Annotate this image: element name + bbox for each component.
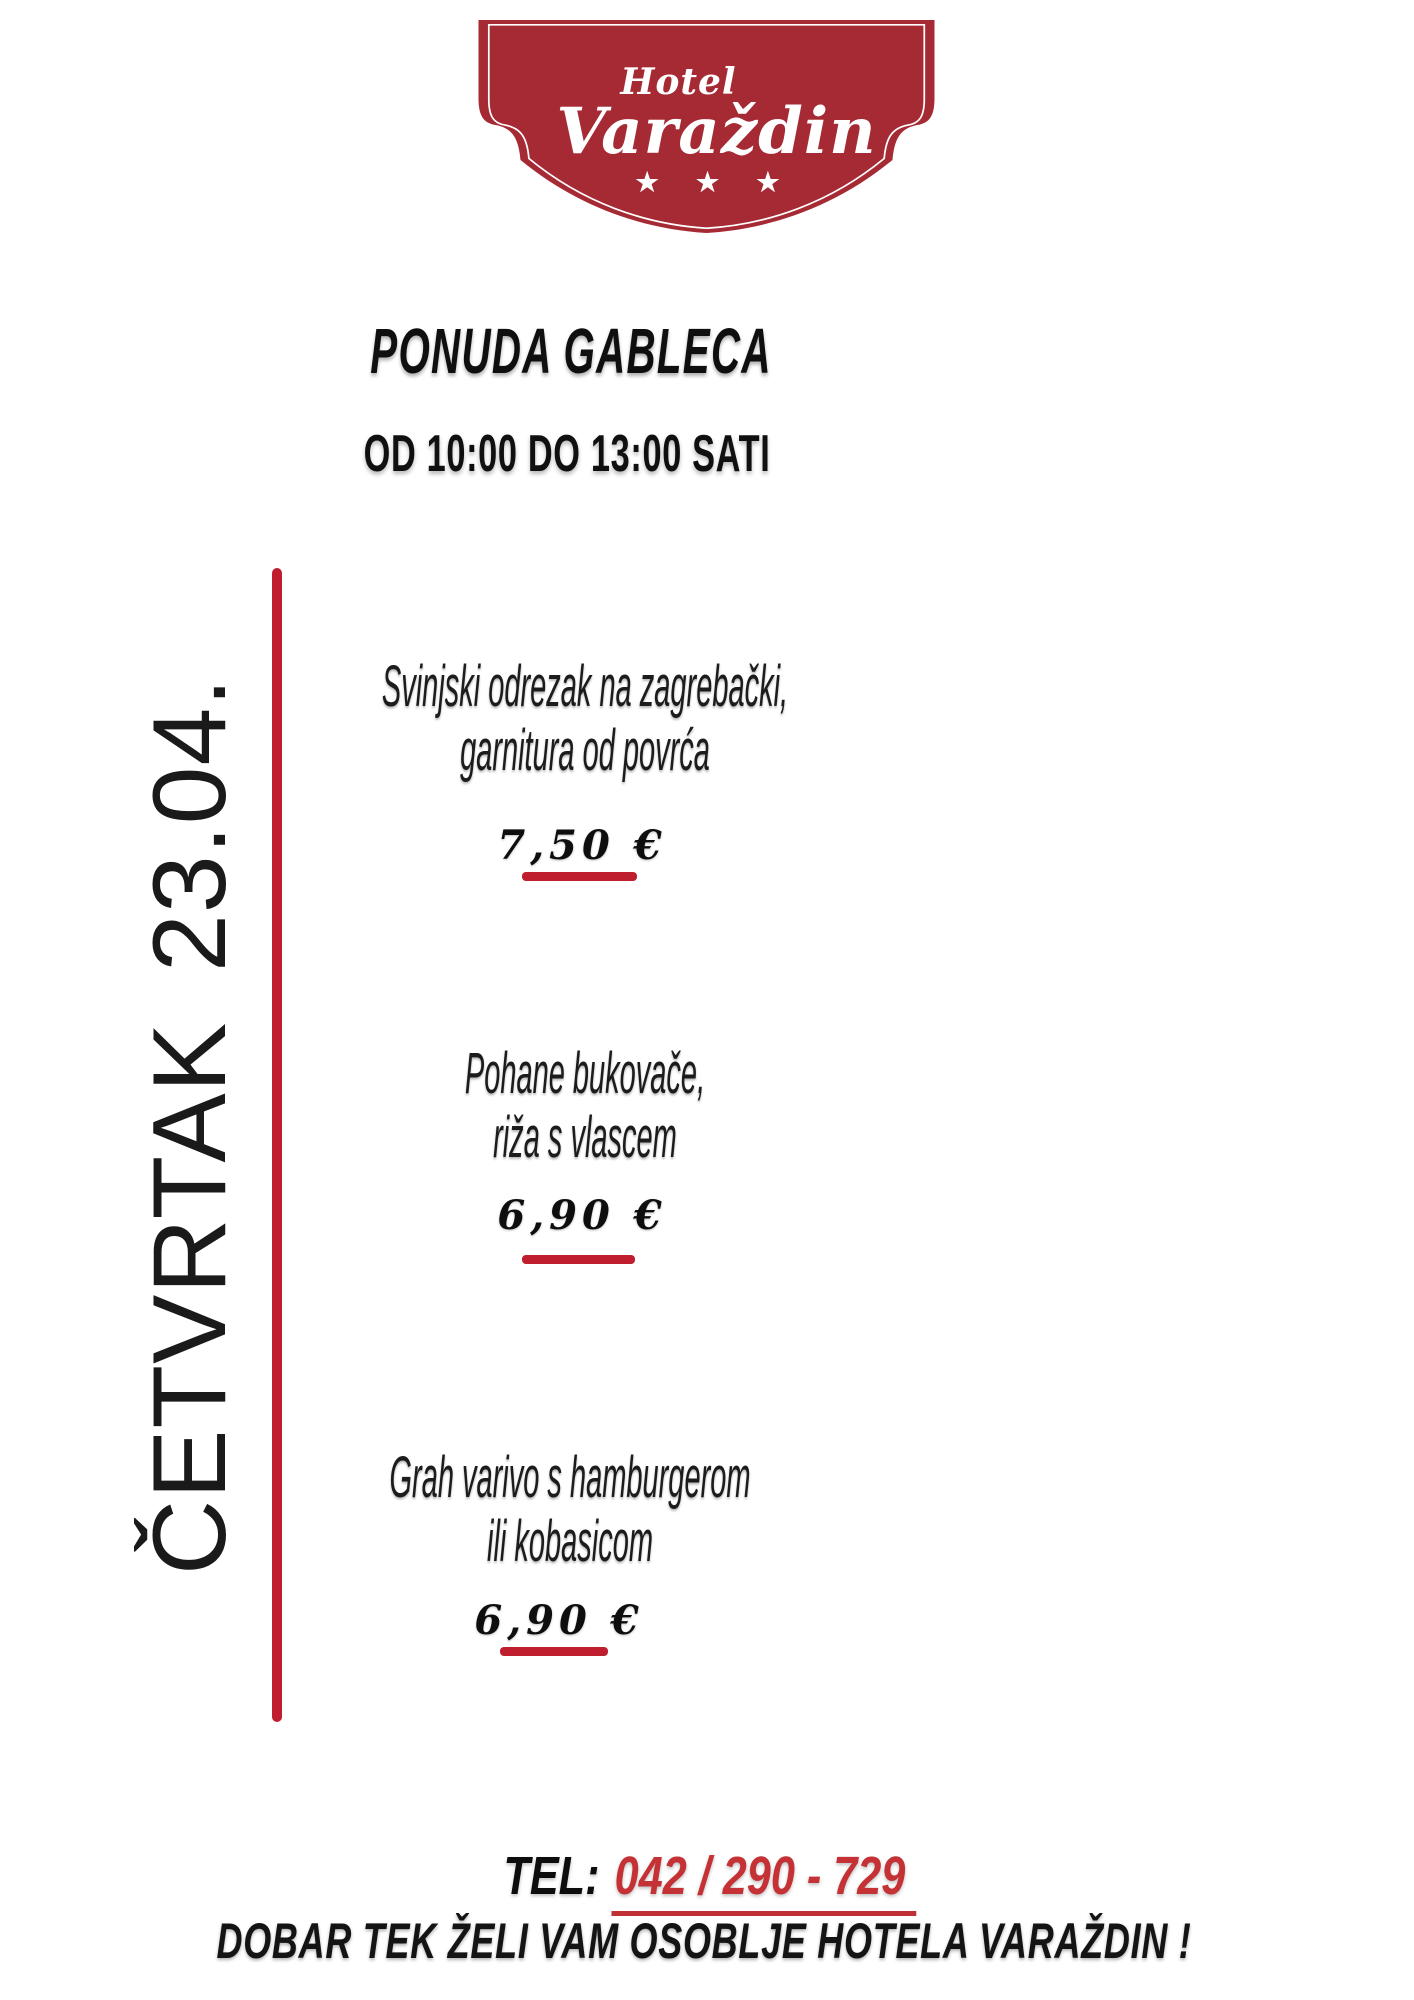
menu-item-2-line1: Pohane bukovače, bbox=[464, 1041, 706, 1106]
price-underline-3 bbox=[500, 1647, 608, 1656]
menu-item-2-line2: riža s vlascem bbox=[493, 1105, 677, 1170]
menu-item-1 bbox=[382, 655, 788, 783]
price-underline-1 bbox=[522, 872, 637, 881]
menu-item-3-line1: Grah varivo s hamburgerom bbox=[389, 1445, 751, 1510]
tel-label: TEL: bbox=[503, 1846, 600, 1906]
menu-item-3-price: 6,90 € bbox=[474, 1597, 644, 1644]
menu-item-3-line2: ili kobasicom bbox=[487, 1509, 653, 1574]
menu-item-1-line1: Svinjski odrezak na zagrebački, bbox=[381, 654, 789, 719]
menu-item-1-price: 7,50 € bbox=[497, 822, 667, 869]
menu-item-3 bbox=[389, 1446, 750, 1574]
hotel-logo bbox=[478, 20, 935, 233]
hotel-logo-word-varazdin: Varaždin bbox=[556, 94, 877, 169]
menu-item-2 bbox=[465, 1042, 705, 1170]
closing-message: DOBAR TEK ŽELI VAM OSOBLJE HOTELA VARAŽDIN ! bbox=[216, 1913, 1192, 1969]
tel-number[interactable]: 042 / 290 - 729 bbox=[611, 1846, 916, 1916]
day-label: ČETVRTAK 23.04. bbox=[132, 676, 248, 1575]
page-title: PONUDA GABLECA bbox=[370, 315, 772, 387]
page-subtitle: OD 10:00 DO 13:00 SATI bbox=[363, 425, 771, 483]
three-stars-icon: ★ ★ ★ bbox=[635, 168, 794, 198]
day-rail-line bbox=[272, 568, 282, 1722]
hotel-logo-word-hotel: Hotel bbox=[620, 61, 737, 103]
price-underline-2 bbox=[522, 1255, 635, 1264]
menu-item-2-price: 6,90 € bbox=[497, 1192, 667, 1239]
telephone-line bbox=[503, 1845, 916, 1907]
menu-item-1-line2: garnitura od povrća bbox=[460, 718, 710, 783]
